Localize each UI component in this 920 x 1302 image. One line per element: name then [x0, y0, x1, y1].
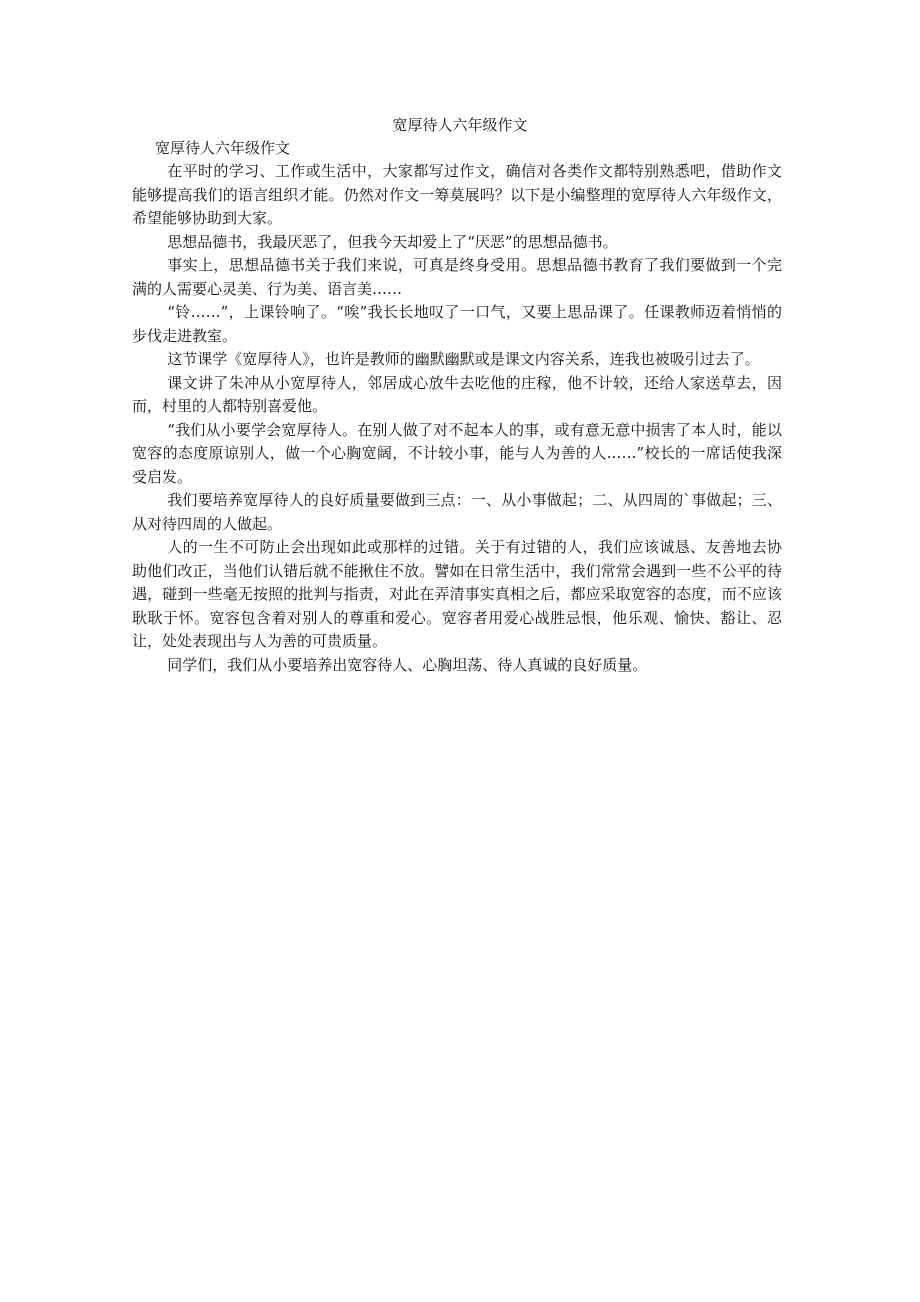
paragraph: 同学们，我们从小要培养出宽容待人、心胸坦荡、待人真诚的良好质量。 — [167, 655, 648, 674]
paragraph: 事实上，思想品德书关于我们来说，可真是终身受用。思想品德书教育了我们要做到一个完满的人需要心灵美、行为美、语言美…… — [132, 256, 782, 298]
paragraph: “我们从小要学会宽厚待人。在别人做了对不起本人的事，或有意无意中损害了本人时，能以宽容的态度原谅别人，做一个心胸宽阔，不计较小事，能与人为善的人……”校长的一席话使我深受启发。 — [132, 420, 782, 486]
document-body — [132, 160, 782, 677]
paragraph: 这节课学《宽厚待人》，也许是教师的幽默幽默或是课文内容关系，连我也被吸引过去了。 — [167, 350, 760, 368]
paragraph: 课文讲了朱冲从小宽厚待人，邻居成心放牛去吃他的庄稼，他不计较，还给人家送草去，因而，村里的人都特别喜爱他。 — [132, 373, 782, 415]
document-subtitle: 宽厚待人六年级作文 — [155, 139, 291, 157]
paragraph: 在平时的学习、工作或生活中，大家都写过作文，确信对各类作文都特别熟悉吧，借助作文能够提高我们的语言组织才能。仍然对作文一筹莫展吗？以下是小编整理的宽厚待人六年级作文，希望能够协助到大家。 — [132, 162, 782, 227]
document-title: 宽厚待人六年级作文 — [392, 116, 528, 134]
paragraph: 人的一生不可防止会出现如此或那样的过错。关于有过错的人，我们应该诚恳、友善地去协助他们改正，当他们认错后就不能揪住不放。譬如在日常生活中，我们常常会遇到一些不公平的待遇，碰到一些毫无按照的批判与指责，对此在弄清事实真相之后，都应采取宽容的态度，而不应该耿耿于怀。宽容包含着对别人的尊重和爱心。宽容者用爱心战胜忌恨，他乐观、愉快、豁让、忍让，处处表现出与人为善的可贵质量。 — [132, 538, 782, 650]
paragraph: “铃……”，上课铃响了。“唉”我长长地叹了一口气，又要上思品课了。任课教师迈着悄悄的步伐走进教室。 — [132, 303, 782, 345]
paragraph: 思想品德书，我最厌恶了，但我今天却爱上了“厌恶”的思想品德书。 — [167, 232, 618, 251]
paragraph: 我们要培养宽厚待人的良好质量要做到三点：一、从小事做起；二、从四周的`事做起；三、从对待四周的人做起。 — [132, 491, 782, 533]
